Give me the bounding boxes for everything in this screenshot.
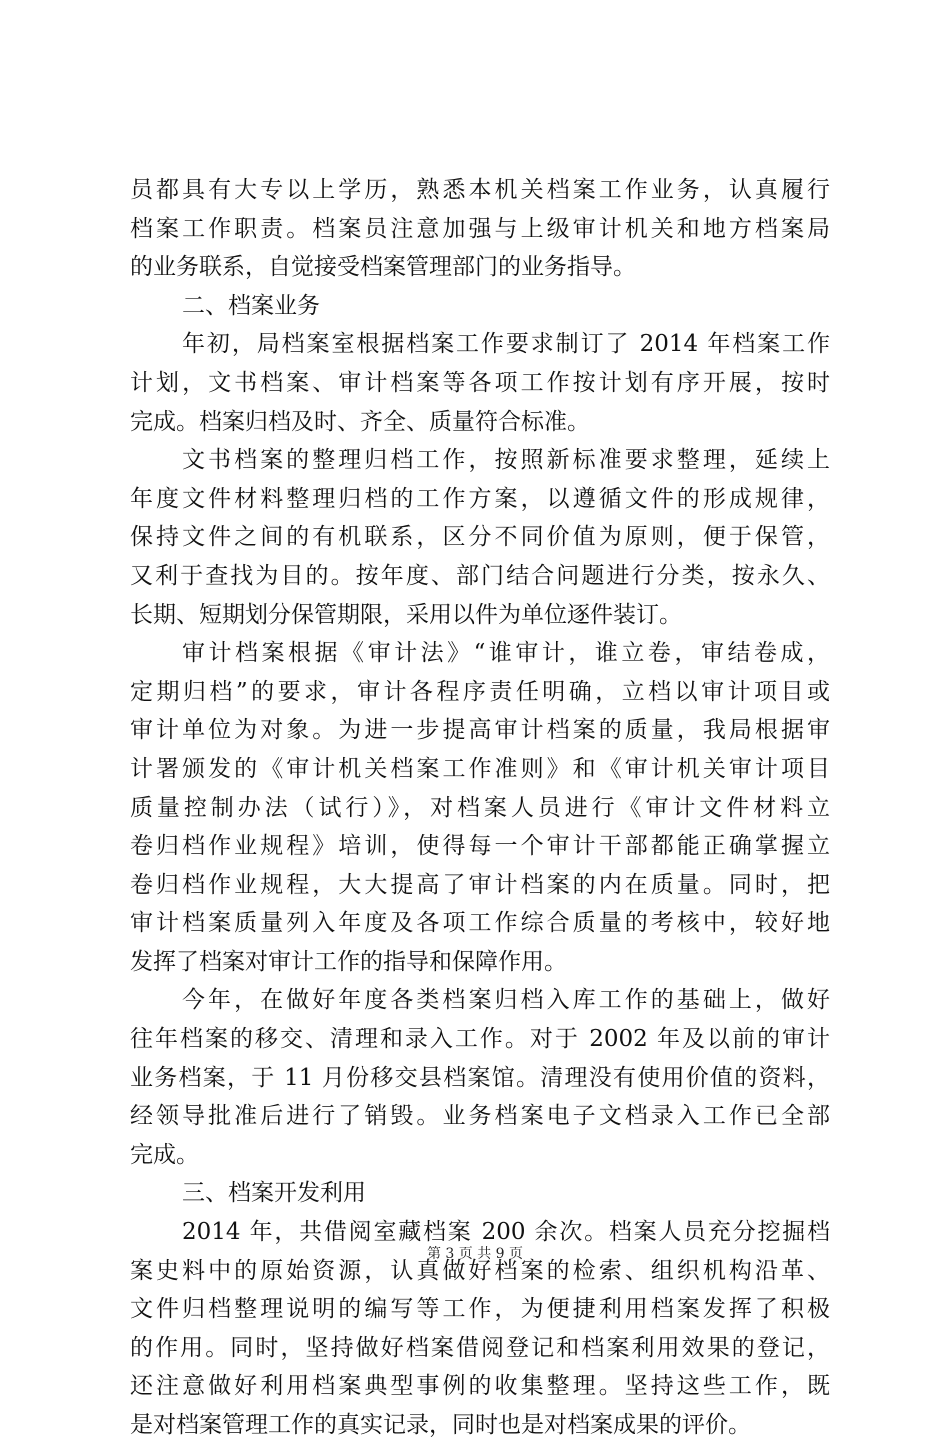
text-line: 审计档案根据《审计法》“谁审计，谁立卷，审结卷成， xyxy=(182,640,830,667)
text-line: 经领导批准后进行了销毁。业务档案电子文档录入工作已全部 xyxy=(130,1103,830,1130)
text-line: 长期、短期划分保管期限，采用以件为单位逐件装订。 xyxy=(130,601,682,628)
text-line: 的业务联系，自觉接受档案管理部门的业务指导。 xyxy=(130,254,636,281)
text-line: 发挥了档案对审计工作的指导和保障作用。 xyxy=(130,948,567,975)
text-line: 的作用。同时，坚持做好档案借阅登记和档案利用效果的登记， xyxy=(130,1334,830,1361)
text-line: 又利于查找为目的。按年度、部门结合问题进行分类，按永久、 xyxy=(130,562,830,589)
text-line: 质量控制办法（试行）》，对档案人员进行《审计文件材料立 xyxy=(130,794,830,821)
text-line: 今年，在做好年度各类档案归档入库工作的基础上，做好 xyxy=(182,987,830,1014)
text-line: 保持文件之间的有机联系，区分不同价值为原则，便于保管， xyxy=(130,524,830,551)
text-line: 计署颁发的《审计机关档案工作准则》和《审计机关审计项目 xyxy=(130,755,830,782)
text-line: 往年档案的移交、清理和录入工作。对于 2002 年及以前的审计 xyxy=(130,1026,830,1053)
text-line: 年初，局档案室根据档案工作要求制订了 2014 年档案工作 xyxy=(182,331,830,358)
text-line: 完成。 xyxy=(130,1141,199,1168)
text-line: 审计档案质量列入年度及各项工作综合质量的考核中，较好地 xyxy=(130,910,830,937)
text-line: 是对档案管理工作的真实记录，同时也是对档案成果的评价。 xyxy=(130,1412,751,1438)
text-line: 计划，文书档案、审计档案等各项工作按计划有序开展，按时 xyxy=(130,369,830,396)
text-line: 定期归档”的要求，审计各程序责任明确，立档以审计项目或 xyxy=(130,678,830,705)
text-line: 卷归档作业规程，大大提高了审计档案的内在质量。同时，把 xyxy=(130,871,830,898)
text-line: 完成。档案归档及时、齐全、质量符合标准。 xyxy=(130,408,590,435)
text-line: 文件归档整理说明的编写等工作，为便捷利用档案发挥了积极 xyxy=(130,1296,830,1323)
text-line: 卷归档作业规程》培训，使得每一个审计干部都能正确掌握立 xyxy=(130,833,830,860)
text-line: 三、档案开发利用 xyxy=(182,1180,366,1207)
text-line: 2014 年，共借阅室藏档案 200 余次。档案人员充分挖掘档 xyxy=(182,1219,830,1246)
text-line: 业务档案，于 11 月份移交县档案馆。清理没有使用价值的资料， xyxy=(130,1064,830,1091)
text-line: 文书档案的整理归档工作，按照新标准要求整理，延续上 xyxy=(182,447,830,474)
text-line: 案史料中的原始资源，认真做好档案的检索、组织机构沿革、 xyxy=(130,1257,830,1284)
text-line: 二、档案业务 xyxy=(182,292,320,319)
text-line: 审计单位为对象。为进一步提高审计档案的质量，我局根据审 xyxy=(130,717,830,744)
page-number-footer: 第 3 页 共 9 页 xyxy=(426,1246,524,1262)
text-line: 还注意做好利用档案典型事例的收集整理。坚持这些工作，既 xyxy=(130,1373,830,1400)
text-line: 年度文件材料整理归档的工作方案，以遵循文件的形成规律， xyxy=(130,485,830,512)
text-line: 档案工作职责。档案员注意加强与上级审计机关和地方档案局 xyxy=(130,215,830,242)
text-line: 员都具有大专以上学历，熟悉本机关档案工作业务，认真履行 xyxy=(130,177,830,203)
